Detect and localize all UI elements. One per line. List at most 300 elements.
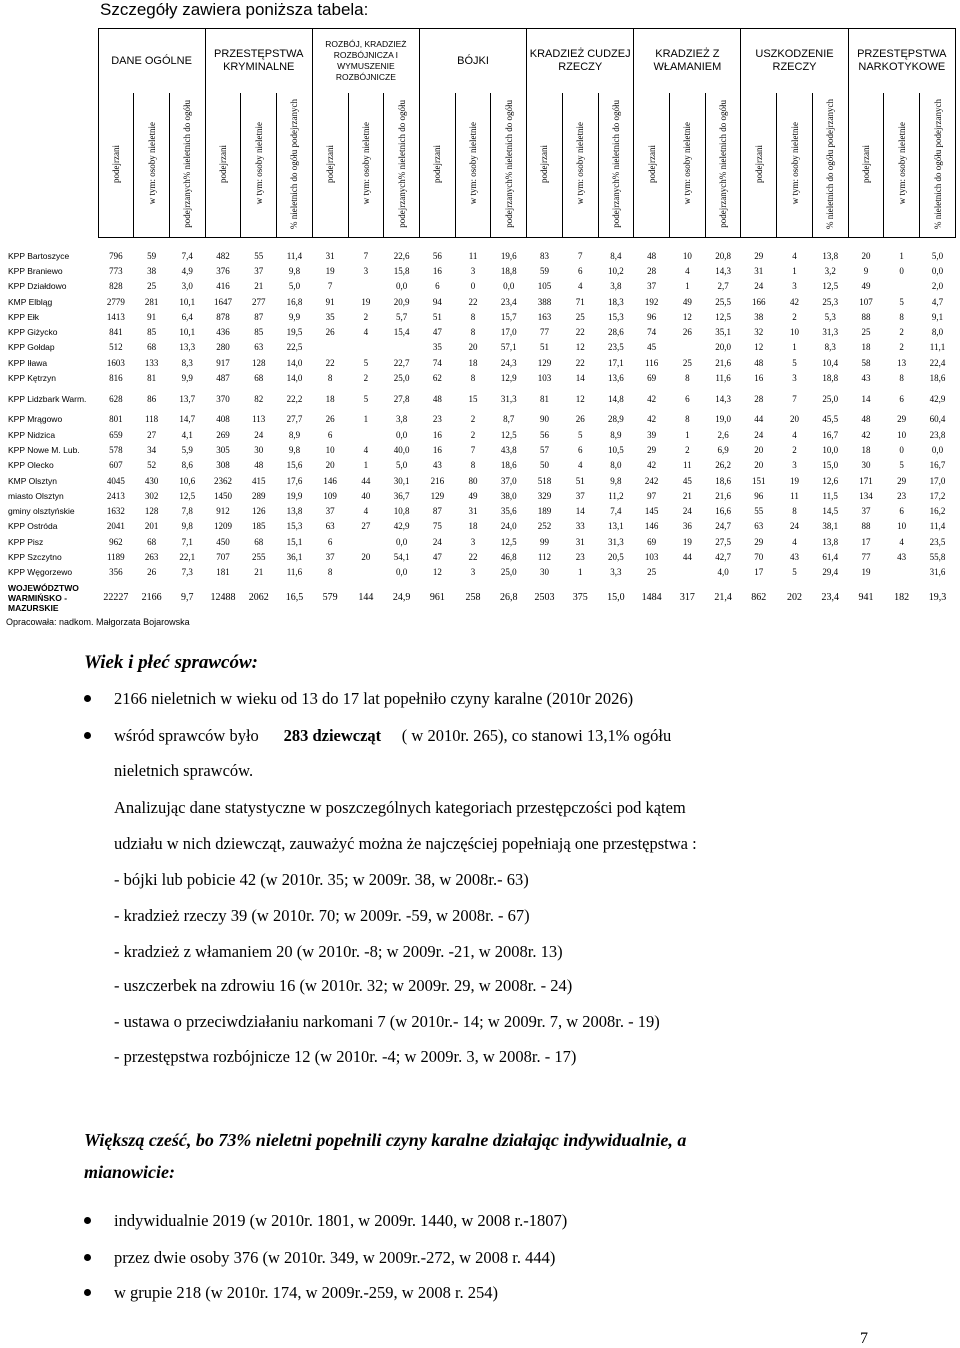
table-cell: 29 [647, 444, 657, 455]
table-cell: 3,8 [610, 281, 622, 292]
table-cell: 24 [254, 429, 264, 440]
table-cell: 40,0 [393, 444, 410, 455]
table-cell: 2 [363, 311, 369, 322]
table-cell: 5,3 [824, 311, 836, 322]
table-cell: 5,0 [931, 250, 944, 261]
table-cell: 8 [685, 373, 690, 384]
table-cell: 31,3 [608, 536, 624, 547]
table-cell: 22,2 [286, 393, 303, 404]
table-cell: 22,4 [929, 357, 946, 368]
table-row [6, 294, 956, 309]
table-cell: 23 [897, 490, 907, 501]
table-cell: 6 [327, 536, 333, 547]
table-cell: 1 [363, 414, 369, 425]
table-cell: 35 [432, 342, 442, 353]
table-cell: 116 [645, 357, 659, 368]
table-row [6, 248, 956, 263]
table-cell: 12 [432, 567, 442, 578]
table-cell: 19,0 [715, 414, 731, 425]
table-cell: 5,9 [181, 444, 193, 455]
table-cell: 1450 [214, 490, 233, 501]
table-row [6, 324, 956, 339]
table-cell: 796 [109, 250, 123, 261]
table-cell: 0,0 [395, 281, 408, 292]
table-cell: 2 [470, 414, 476, 425]
table-cell [348, 565, 384, 580]
table-cell: 69 [647, 536, 657, 547]
table-cell: 47 [432, 327, 442, 338]
row-label: KPP Szczytno [8, 551, 62, 562]
table-cell: 408 [216, 414, 230, 425]
table-cell: 1 [685, 429, 690, 440]
table-cell: 10 [897, 429, 907, 440]
table-cell: 370 [216, 393, 230, 404]
table-cell: 38 [754, 311, 764, 322]
table-cell: 20,0 [715, 342, 731, 353]
table-cell: 27,7 [286, 414, 303, 425]
table-cell: 9,8 [610, 475, 622, 486]
table-cell: 22 [325, 357, 335, 368]
table-cell: 6 [685, 393, 690, 404]
table-cell: 91 [325, 296, 335, 307]
table-cell: 12488 [210, 591, 236, 603]
table-row [6, 263, 956, 278]
table-cell: 77 [539, 327, 549, 338]
table-cell: 24 [432, 536, 442, 547]
table-cell: 512 [109, 342, 123, 353]
perpetrators-heading-line2: mianowicie: [84, 1162, 175, 1182]
table-cell: 2 [792, 311, 797, 322]
table-cell: 0,0 [395, 536, 408, 547]
table-cell: 1 [899, 250, 904, 261]
table-cell: 57,1 [500, 342, 517, 353]
table-cell: 42,7 [715, 551, 731, 562]
table-cell: 126 [251, 506, 266, 517]
table-cell: 5 [792, 357, 797, 368]
table-cell: 2166 [141, 591, 162, 603]
table-cell: 242 [644, 475, 659, 486]
table-cell: 50 [539, 460, 549, 471]
table-cell: 54,1 [393, 551, 410, 562]
table-cell: 68 [254, 373, 264, 384]
table-cell: 2413 [106, 490, 125, 501]
row-label: KPP Ostróda [8, 521, 58, 532]
table-cell: 51 [432, 311, 442, 322]
row-label: miasto Olsztyn [8, 490, 64, 501]
table-cell: 28 [754, 393, 764, 404]
table-cell: 4 [899, 536, 904, 547]
table-cell: 8 [470, 373, 476, 384]
table-cell: 15,4 [393, 327, 410, 338]
table-cell: 26 [325, 414, 335, 425]
table-cell: 42 [861, 429, 871, 440]
table-cell: 450 [216, 536, 230, 547]
row-label: KPP Olecko [8, 460, 54, 471]
table-cell: 19 [790, 475, 800, 486]
column-header: podejrzanych% nieletnich do ogółu [491, 93, 527, 238]
table-cell: 961 [429, 591, 445, 603]
table-cell [884, 279, 920, 294]
table-cell: 6 [327, 429, 333, 440]
table-cell: 42 [647, 393, 657, 404]
table-cell: 24,3 [500, 357, 517, 368]
table-cell: 15,3 [286, 521, 303, 532]
table-cell: 30,1 [393, 475, 410, 486]
table-cell: 6,4 [181, 311, 193, 322]
table-cell: 5,0 [288, 281, 301, 292]
table-cell: 2 [363, 373, 369, 384]
table-cell: 40 [361, 490, 371, 501]
table-cell: 3 [470, 567, 476, 578]
table-cell [348, 534, 384, 549]
table-cell: 22 [575, 327, 585, 338]
table-cell: 21,6 [715, 490, 731, 501]
table-cell: 8 [685, 414, 690, 425]
table-cell: 20 [754, 460, 764, 471]
column-header: w tym: osoby nieletnie [348, 93, 384, 238]
table-cell: 39 [647, 429, 657, 440]
column-header: podejrzani [741, 93, 777, 238]
table-cell: 9,9 [181, 373, 193, 384]
table-cell: 18 [861, 342, 871, 353]
table-cell: 38,1 [822, 521, 839, 532]
table-row [6, 340, 956, 355]
table-cell: 189 [537, 506, 552, 517]
table-cell: 28,9 [608, 414, 624, 425]
table-cell: 77 [861, 551, 871, 562]
table-cell: 4 [363, 506, 369, 517]
table-cell: 3,2 [824, 265, 836, 276]
group-header: KRADZIEŻ Z WŁAMANIEM [634, 29, 741, 94]
table-cell: 3,0 [181, 281, 193, 292]
table-row [6, 488, 956, 503]
table-cell: 2362 [214, 475, 233, 486]
table-cell: 5 [899, 460, 904, 471]
table-cell: 14,0 [286, 373, 303, 384]
table-cell: 8,6 [181, 460, 193, 471]
table-cell: 31,6 [929, 567, 946, 578]
table-cell: 19 [361, 296, 371, 307]
table-cell: 1 [363, 460, 369, 471]
table-cell: 25 [861, 327, 871, 338]
table-cell: 8 [327, 567, 333, 578]
table-cell: 8 [899, 311, 904, 322]
table-cell: 45,5 [822, 414, 839, 425]
row-label: KPP Gołdap [8, 342, 55, 353]
table-cell: 45 [682, 475, 692, 486]
crime-detail: - ustawa o przeciwdziałaniu narkomani 7 (w 2010r.- 14; w 2009r. 7, w 2008r. - 19) [114, 1012, 660, 1031]
table-cell: 163 [537, 311, 552, 322]
table-cell: 1 [577, 567, 583, 578]
table-cell [312, 340, 348, 355]
table-cell: 81 [147, 373, 157, 384]
table-cell: 31 [575, 536, 585, 547]
table-cell: 30 [254, 444, 264, 455]
table-cell: 36,7 [393, 490, 410, 501]
table-row [6, 386, 956, 412]
table-cell: 1413 [106, 311, 125, 322]
table-row [6, 412, 956, 427]
table-cell: 13,1 [608, 521, 624, 532]
table-cell: 941 [858, 591, 874, 603]
table-row [6, 370, 956, 385]
table-cell: 90 [539, 414, 549, 425]
table-cell: 14,3 [715, 393, 731, 404]
table-cell: 146 [644, 521, 659, 532]
table-cell: 7 [327, 281, 333, 292]
table-cell: 1 [792, 265, 797, 276]
table-cell: 1 [685, 281, 690, 292]
table-cell: 8,4 [610, 250, 622, 261]
table-cell: 51 [575, 475, 585, 486]
table-cell [670, 340, 706, 355]
analysis-line-1: Analizując dane statystyczne w poszczególnych kategoriach przestępczości pod kątem [114, 798, 686, 817]
table-cell: 68 [147, 342, 157, 353]
table-cell: 17 [754, 567, 764, 578]
table-cell: 63 [754, 521, 764, 532]
table-cell: 171 [859, 475, 873, 486]
row-label: KPP Pisz [8, 536, 44, 547]
table-cell: 2 [792, 444, 797, 455]
table-cell: 11 [790, 490, 799, 501]
table-cell: 31 [325, 250, 335, 261]
group-header: PRZESTĘPSTWA NARKOTYKOWE [848, 29, 955, 94]
table-cell: 2041 [106, 521, 125, 532]
table-cell: 134 [859, 490, 873, 501]
table-cell: 0,0 [503, 281, 515, 292]
table-cell: 5 [792, 567, 797, 578]
table-cell: 1647 [214, 296, 233, 307]
table-cell [348, 340, 384, 355]
table-cell: 21 [682, 490, 692, 501]
table-cell: 15 [468, 393, 478, 404]
column-header: podejrzani [419, 93, 455, 238]
table-cell: 113 [252, 414, 266, 425]
table-cell: 3 [792, 373, 797, 384]
table-cell: 35 [325, 311, 335, 322]
table-cell: 8,0 [931, 327, 944, 338]
table-row [6, 427, 956, 442]
table-cell: 94 [432, 296, 442, 307]
table-cell: 19,5 [286, 327, 303, 338]
row-label: KPP Kętrzyn [8, 373, 57, 384]
table-cell: 51 [539, 342, 549, 353]
table-cell: 17,0 [929, 475, 946, 486]
table-cell: 9,8 [288, 444, 301, 455]
table-cell: 23 [432, 414, 442, 425]
table-cell: 16,2 [929, 506, 946, 517]
table-cell: 103 [537, 373, 552, 384]
table-cell: 9 [863, 265, 869, 276]
row-label: KPP Ełk [8, 311, 40, 322]
table-cell: 1484 [641, 591, 662, 603]
table-cell: 29,4 [822, 567, 839, 578]
crime-detail: - kradzież z włamaniem 20 (w 2010r. -8; w 2009r. -21, w 2008r. 13) [114, 942, 563, 961]
table-cell: 10,4 [822, 357, 839, 368]
table-cell: 21 [254, 281, 264, 292]
table-cell: 0,0 [931, 265, 944, 276]
table-cell: 31,3 [500, 393, 517, 404]
table-cell: 37,0 [500, 475, 517, 486]
table-cell: 48 [754, 357, 764, 368]
table-cell: 43 [897, 551, 907, 562]
table-cell: 22 [575, 357, 585, 368]
table-cell: 37 [325, 551, 335, 562]
individual-bullet: indywidualnie 2019 (w 2010r. 1801, w 2009r. 1440, w 2008 r.-1807) [114, 1211, 568, 1230]
table-cell: 878 [216, 311, 230, 322]
table-cell: 18,6 [715, 475, 731, 486]
table-cell: 0,0 [395, 429, 408, 440]
table-cell: 26 [147, 567, 157, 578]
table-cell: 75 [432, 521, 442, 532]
table-cell: 96 [754, 490, 764, 501]
table-cell: 9,8 [181, 521, 193, 532]
table-cell: 85 [147, 327, 157, 338]
row-label: KMP Elbląg [8, 296, 53, 307]
table-cell: 1189 [107, 551, 125, 562]
table-cell: 35,6 [500, 506, 517, 517]
table-cell: 317 [679, 591, 695, 603]
table-cell: 258 [465, 591, 481, 603]
table-cell: 14,5 [822, 506, 839, 517]
table-cell: 129 [430, 490, 445, 501]
table-cell: 201 [144, 521, 159, 532]
table-row [6, 549, 956, 564]
table-cell: 25,0 [393, 373, 410, 384]
table-cell: 26,8 [500, 591, 518, 603]
table-cell: 29 [754, 536, 764, 547]
table-cell: 10,2 [608, 265, 624, 276]
table-cell: 2,7 [717, 281, 729, 292]
column-header: % nieletnich do ogółu podejrzanych [812, 93, 848, 238]
table-cell: 6 [435, 281, 440, 292]
table-cell: 1603 [106, 357, 125, 368]
column-header: podejrzani [848, 93, 884, 238]
table-cell: 7,8 [181, 506, 193, 517]
table-cell: 4 [577, 460, 583, 471]
table-cell: 269 [216, 429, 230, 440]
table-cell: 24,9 [392, 591, 411, 603]
table-cell: 18 [861, 444, 871, 455]
table-cell: 216 [430, 475, 445, 486]
table-cell: 7 [792, 393, 797, 404]
table-cell: 42 [647, 414, 657, 425]
group-header: BÓJKI [419, 29, 526, 94]
table-cell: 25 [682, 357, 692, 368]
table-cell: 16,5 [285, 591, 304, 603]
table-cell: 19,6 [500, 250, 517, 261]
table-cell: 69 [647, 373, 657, 384]
table-cell: 34 [147, 444, 157, 455]
table-cell: 44 [754, 414, 764, 425]
table-cell: 13,6 [608, 373, 624, 384]
table-cell: 416 [216, 281, 230, 292]
table-cell: 11,4 [929, 521, 946, 532]
table-cell: 22 [468, 296, 478, 307]
table-cell: 16 [754, 373, 764, 384]
table-cell: 0,0 [931, 444, 944, 455]
table-cell: 81 [539, 393, 549, 404]
table-cell: 23,5 [608, 342, 624, 353]
group-header: PRZESTĘPSTWA KRYMINALNE [205, 29, 312, 94]
row-label: KPP Działdowo [8, 281, 67, 292]
table-cell: 10,6 [179, 475, 196, 486]
table-cell: 30 [861, 460, 871, 471]
table-heading: Szczegóły zawiera poniższa tabela: [100, 0, 369, 19]
table-cell: 3,8 [395, 414, 408, 425]
column-header: w tym: osoby nieletnie [670, 93, 706, 238]
table-cell: 31 [754, 265, 764, 276]
table-cell: 60,4 [929, 414, 946, 425]
table-cell: 23,8 [929, 429, 946, 440]
table-cell: 30 [539, 567, 549, 578]
table-body [6, 238, 956, 616]
table-row [6, 519, 956, 534]
table-cell: 44 [682, 551, 692, 562]
table-cell: 146 [323, 475, 337, 486]
table-cell: 37 [647, 281, 657, 292]
table-cell: 181 [216, 567, 230, 578]
table-cell: 151 [752, 475, 766, 486]
column-header: podejrzani [312, 93, 348, 238]
table-cell: 518 [537, 475, 552, 486]
table-cell: 43 [790, 551, 800, 562]
table-cell: 88 [861, 521, 871, 532]
table-cell: 20 [325, 460, 335, 471]
table-cell: 19,9 [286, 490, 303, 501]
table-cell: 24 [754, 429, 764, 440]
table-cell: 917 [216, 357, 230, 368]
table-cell: 15,3 [608, 311, 624, 322]
table-cell: 27,5 [715, 536, 731, 547]
table-cell: 8 [792, 506, 797, 517]
table-cell: 5,0 [395, 460, 408, 471]
table-cell: 18 [325, 393, 335, 404]
girls-text-line2: nieletnich sprawców. [114, 761, 254, 780]
table-cell: 45 [647, 342, 657, 353]
table-cell: 18 [468, 357, 478, 368]
table-cell: 4,0 [717, 567, 729, 578]
table-cell: 376 [216, 265, 230, 276]
table-cell: 430 [144, 475, 159, 486]
table-cell: 11,4 [286, 250, 303, 261]
table-cell: 14 [575, 506, 585, 517]
table-cell: 388 [537, 296, 552, 307]
table-cell: 55,8 [929, 551, 946, 562]
table-cell: 80 [468, 475, 478, 486]
table-cell: 8 [327, 373, 333, 384]
table-cell: 74 [647, 327, 657, 338]
table-cell: 99 [539, 536, 549, 547]
table-cell: 26 [682, 327, 692, 338]
table-cell: 9,9 [288, 311, 301, 322]
table-cell: 3 [363, 265, 369, 276]
table-cell: 26 [575, 414, 585, 425]
table-cell: 71 [575, 296, 585, 307]
crime-detail: - przestępstwa rozbójnicze 12 (w 2010r. -4; w 2009r. 3, w 2008r. - 17) [114, 1047, 577, 1066]
table-cell: 3,3 [610, 567, 622, 578]
table-cell: 10,1 [179, 296, 196, 307]
table-cell: 15,7 [500, 311, 517, 322]
table-cell: 578 [109, 444, 123, 455]
table-cell: 22227 [103, 591, 129, 603]
table-cell: 21,6 [715, 357, 731, 368]
table-cell: 12,6 [822, 475, 839, 486]
table-cell: 37 [254, 265, 264, 276]
table-cell: 26 [325, 327, 335, 338]
table-cell: 74 [432, 357, 442, 368]
table-cell: 13,8 [822, 250, 839, 261]
